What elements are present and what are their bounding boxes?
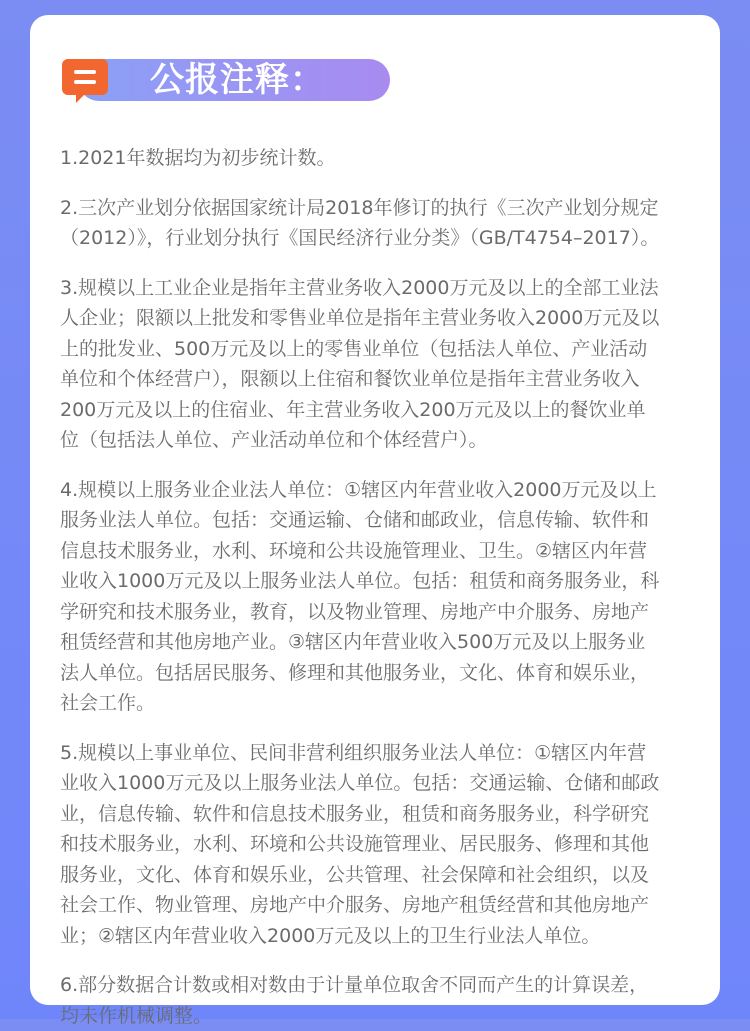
speech-bubble-icon bbox=[60, 55, 110, 105]
section-header bbox=[60, 55, 390, 109]
note-6: 6.部分数据合计数或相对数由于计量单位取舍不同而产生的计算误差， 均未作机械调整。 bbox=[60, 974, 649, 1027]
note-5: 5.规模以上事业单位、民间非营利组织服务业法人单位：①辖区内年营 业收入1000万元及以上服务业法人单位。包括：交通运输、仓储和邮政 业，信息传输、软件和信息技术服务业，租赁和商务服务业，科学研究 和技术服务业，水利、环境和公共设施管理业、居民服务、修理和其他 服务业，文化、体育和娱乐业，公共管理、社会保障和社会组织，以及 社会工作、物业管理、房地产中介服务、房地产租赁经营和其他房地产 业；②辖区内年营业收入2000万元及以上的卫生行业法人单位。 bbox=[60, 741, 660, 947]
note-2: 2.三次产业划分依据国家统计局2018年修订的执行《三次产业划分规定 （2012）》，行业划分执行《国民经济行业分类》（GB/T4754–2017）。 bbox=[60, 196, 660, 249]
note-4: 4.规模以上服务业企业法人单位：①辖区内年营业收入2000万元及以上 服务业法人单位。包括：交通运输、仓储和邮政业，信息传输、软件和 信息技术服务业，水利、环境和公共设施管理业、卫生。②辖区内年营 业收入1000万元及以上服务业法人单位。包括：租赁和商务服务业，科 学研究和技术服务业，教育，以及物业管理、房地产中介服务、房地产 租赁经营和其他房地产业。③辖区内年营业收入500万元及以上服务业 法人单位。包括居民服务、修理和其他服务业，文化、体育和娱乐业， 社会工作。 bbox=[60, 478, 660, 714]
notes-card bbox=[30, 15, 720, 1027]
notes-list bbox=[60, 143, 705, 1031]
note-1: 1.2021年数据均为初步统计数。 bbox=[60, 147, 336, 169]
page-title: 公报注释： bbox=[150, 60, 325, 100]
note-3: 3.规模以上工业企业是指年主营业务收入2000万元及以上的全部工业法 人企业；限额以上批发和零售业单位是指年主营业务收入2000万元及以 上的批发业、500万元及以上的零售业单位（包括法人单位、产业活动 单位和个体经营户），限额以上住宿和餐饮业单位是指年主营业务收入 200万元及以上的住宿业、年主营业务收入200万元及以上的餐饮业单 位（包括法人单位、产业活动单位和个体经营户）。 bbox=[60, 276, 660, 451]
